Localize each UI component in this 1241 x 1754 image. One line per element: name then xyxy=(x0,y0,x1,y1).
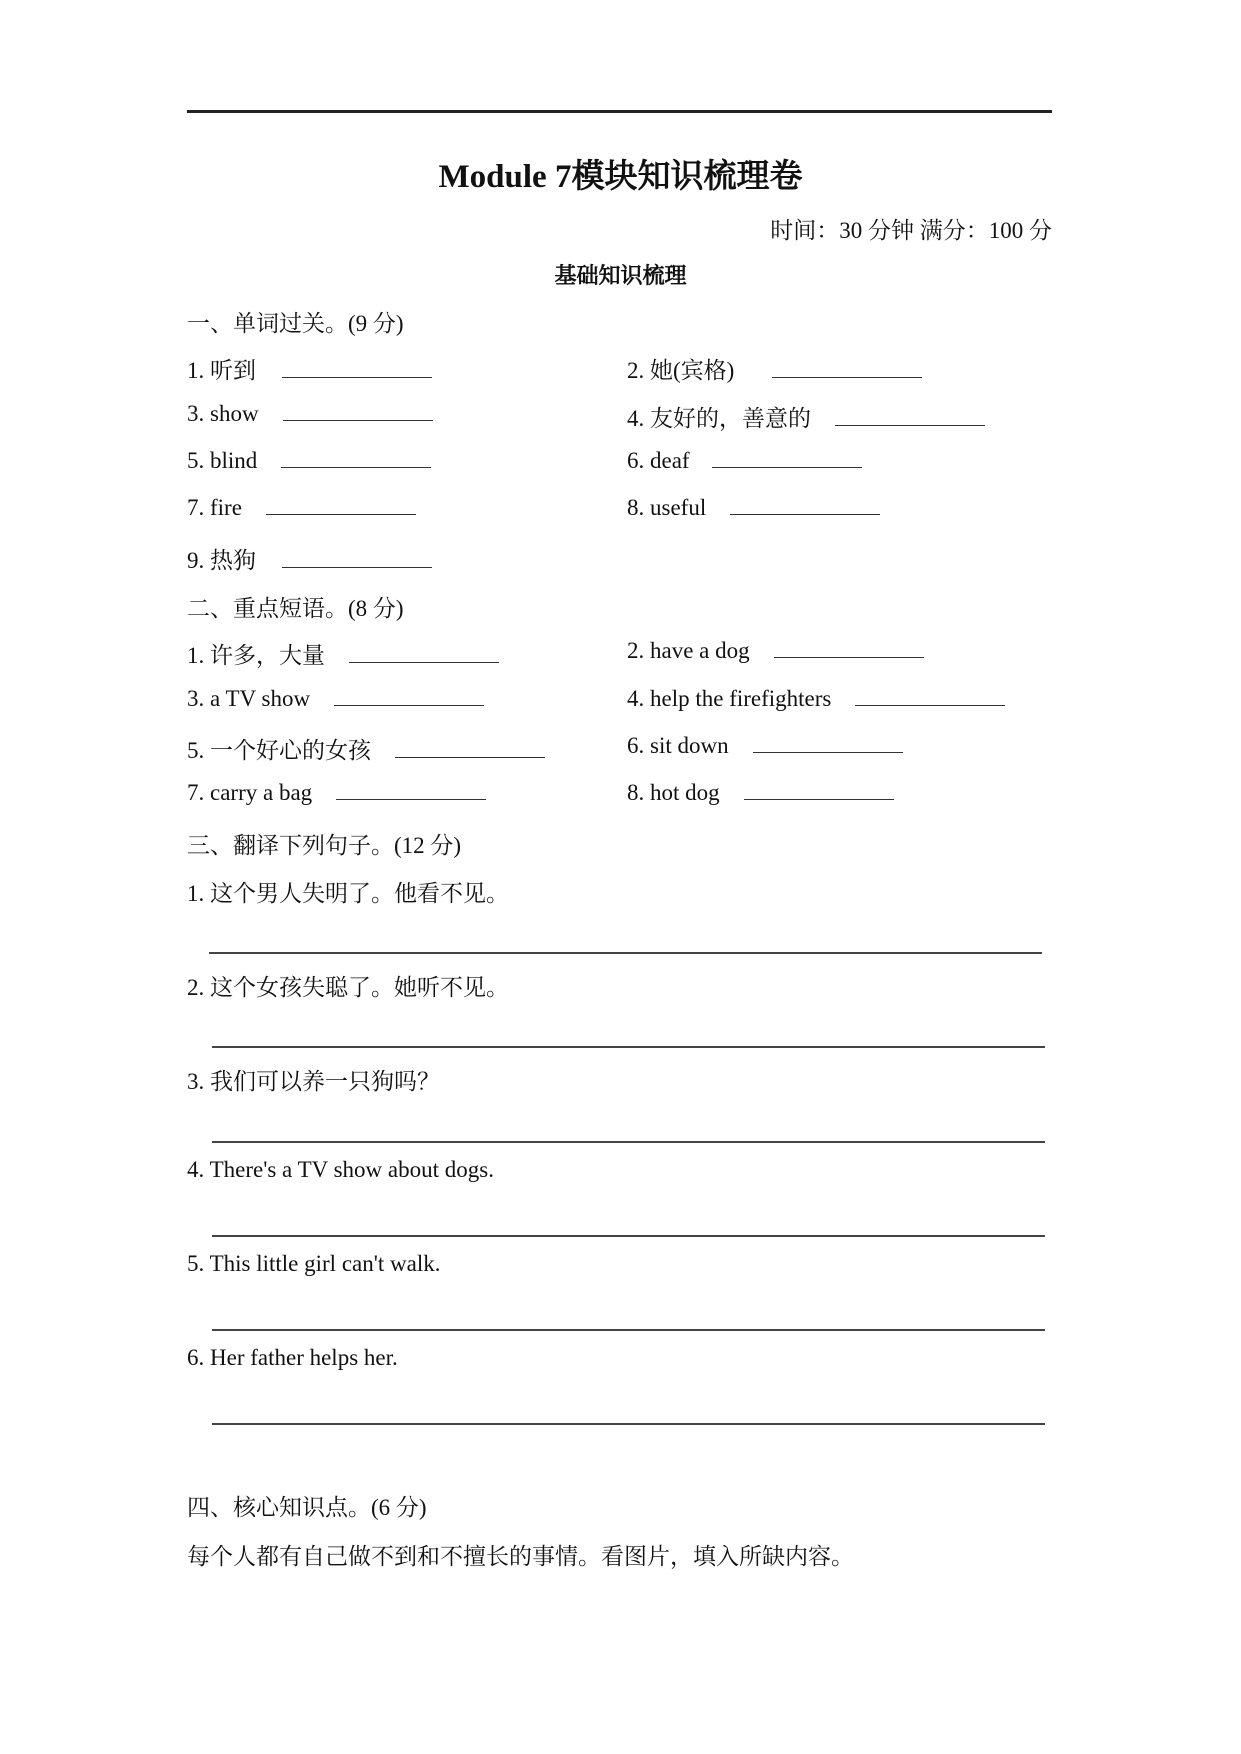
item-label: 7. fire xyxy=(187,495,242,520)
answer-blank[interactable] xyxy=(334,685,484,706)
answer-blank[interactable] xyxy=(281,447,431,468)
item-label: 2. 她(宾格) xyxy=(627,358,735,383)
translation-prompt: 1. 这个男人失明了。他看不见。 xyxy=(187,881,509,906)
item-label: 5. 一个好心的女孩 xyxy=(187,738,371,763)
item-label: 6. deaf xyxy=(627,448,690,473)
answer-blank[interactable] xyxy=(282,547,432,568)
page-title: Module 7模块知识梳理卷 xyxy=(438,159,803,195)
answer-blank[interactable] xyxy=(753,732,903,753)
answer-blank[interactable] xyxy=(282,357,432,378)
item-label: 6. sit down xyxy=(627,733,729,758)
translation-prompt: 4. There's a TV show about dogs. xyxy=(187,1157,494,1182)
item-label: 5. blind xyxy=(187,448,258,473)
phrase-item xyxy=(627,637,924,664)
phrase-item xyxy=(627,685,1005,712)
item-label: 9. 热狗 xyxy=(187,548,256,573)
item-label: 3. show xyxy=(187,401,259,426)
answer-line[interactable] xyxy=(212,1235,1045,1237)
answer-blank[interactable] xyxy=(283,400,433,421)
vocab-item xyxy=(627,494,880,521)
vocab-item xyxy=(627,447,862,474)
section-three-heading: 三、翻译下列句子。(12 分) xyxy=(187,833,462,858)
item-label: 2. have a dog xyxy=(627,638,750,663)
vocab-item xyxy=(187,400,433,427)
section-four-instruction: 每个人都有自己做不到和不擅长的事情。看图片，填入所缺内容。 xyxy=(187,1544,854,1569)
answer-line[interactable] xyxy=(212,1423,1045,1425)
answer-blank[interactable] xyxy=(395,737,545,758)
phrase-item xyxy=(627,779,894,806)
phrase-item xyxy=(187,685,484,712)
item-label: 3. a TV show xyxy=(187,686,311,711)
answer-blank[interactable] xyxy=(772,357,922,378)
answer-line[interactable] xyxy=(212,1329,1045,1331)
answer-blank[interactable] xyxy=(349,642,499,663)
answer-line[interactable] xyxy=(212,1046,1045,1048)
phrase-item xyxy=(187,637,499,670)
answer-blank[interactable] xyxy=(266,494,416,515)
item-label: 4. help the firefighters xyxy=(627,686,832,711)
exam-meta: 时间：30 分钟 满分：100 分 xyxy=(770,218,1052,243)
answer-blank[interactable] xyxy=(835,405,985,426)
section-one-heading: 一、单词过关。(9 分) xyxy=(187,311,404,336)
phrase-item xyxy=(187,732,545,765)
translation-prompt: 3. 我们可以养一只狗吗？ xyxy=(187,1069,440,1094)
item-label: 4. 友好的，善意的 xyxy=(627,406,811,431)
item-label: 8. useful xyxy=(627,495,707,520)
answer-line[interactable] xyxy=(209,952,1042,954)
vocab-item xyxy=(187,447,431,474)
section-four-heading: 四、核心知识点。(6 分) xyxy=(187,1495,427,1520)
item-label: 8. hot dog xyxy=(627,780,720,805)
section-two-heading: 二、重点短语。(8 分) xyxy=(187,596,404,621)
answer-blank[interactable] xyxy=(855,685,1005,706)
item-label: 1. 听到 xyxy=(187,358,256,383)
answer-blank[interactable] xyxy=(336,779,486,800)
answer-line[interactable] xyxy=(212,1141,1045,1143)
answer-blank[interactable] xyxy=(774,637,924,658)
phrase-item xyxy=(187,779,486,806)
answer-blank[interactable] xyxy=(744,779,894,800)
header-rule xyxy=(187,110,1052,113)
item-label: 1. 许多，大量 xyxy=(187,643,325,668)
vocab-item xyxy=(627,352,922,385)
translation-prompt: 2. 这个女孩失聪了。她听不见。 xyxy=(187,975,509,1000)
vocab-item xyxy=(187,494,416,521)
vocab-item xyxy=(627,400,985,433)
item-label: 7. carry a bag xyxy=(187,780,313,805)
phrase-item xyxy=(627,732,903,759)
section-subtitle: 基础知识梳理 xyxy=(554,263,687,288)
translation-prompt: 6. Her father helps her. xyxy=(187,1345,398,1370)
answer-blank[interactable] xyxy=(730,494,880,515)
translation-prompt: 5. This little girl can't walk. xyxy=(187,1251,441,1276)
vocab-item xyxy=(187,542,432,575)
answer-blank[interactable] xyxy=(712,447,862,468)
vocab-item xyxy=(187,352,432,385)
